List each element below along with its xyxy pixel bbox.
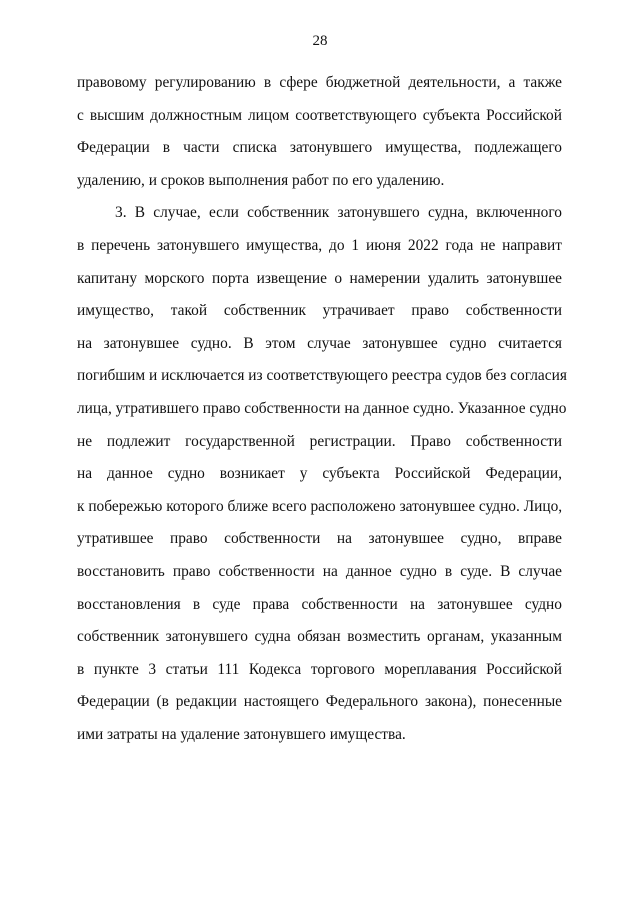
text-line: в пункте 3 статьи 111 Кодекса торгового мореплавания Российской bbox=[77, 660, 562, 678]
text-line: ими затраты на удаление затонувшего имущества. bbox=[77, 725, 406, 743]
text-line: имущество, такой собственник утрачивает право собственности bbox=[77, 302, 562, 320]
text-line: Федерации в части списка затонувшего имущества, подлежащего bbox=[77, 139, 562, 157]
text-line: восстановления в суде права собственности на затонувшее судно bbox=[77, 595, 562, 613]
text-line: не подлежит государственной регистрации. Право собственности bbox=[77, 432, 562, 450]
text-line: 3. В случае, если собственник затонувшего судна, включенного bbox=[115, 204, 562, 222]
text-line: правовому регулированию в сфере бюджетной деятельности, а также bbox=[77, 74, 562, 91]
text-line: с высшим должностным лицом соответствующего субъекта Российской bbox=[77, 106, 562, 124]
text-line: на затонувшее судно. В этом случае затонувшее судно считается bbox=[77, 334, 562, 352]
text-line: в перечень затонувшего имущества, до 1 июня 2022 года не направит bbox=[77, 236, 562, 254]
text-line: к побережью которого ближе всего расположено затонувшее судно. Лицо, bbox=[77, 497, 563, 515]
text-line: погибшим и исключается из соответствующего реестра судов без согласия bbox=[77, 367, 567, 385]
text-line: собственник затонувшего судна обязан возместить органам, указанным bbox=[77, 628, 562, 646]
text-line: восстановить право собственности на данное судно в суде. В случае bbox=[77, 562, 562, 580]
page-number: 28 bbox=[312, 33, 328, 49]
text-line: на данное судно возникает у субъекта Российской Федерации, bbox=[77, 465, 562, 483]
text-line: удалению, и сроков выполнения работ по его удалению. bbox=[77, 171, 445, 189]
text-line: лица, утратившего право собственности на данное судно. Указанное судно bbox=[77, 399, 567, 417]
text-line: утратившее право собственности на затонувшее судно, вправе bbox=[77, 530, 562, 548]
text-line: капитану морского порта извещение о намерении удалить затонувшее bbox=[77, 269, 562, 287]
text-line: Федерации (в редакции настоящего Федерального закона), понесенные bbox=[77, 693, 562, 711]
document-body-text bbox=[77, 70, 567, 754]
